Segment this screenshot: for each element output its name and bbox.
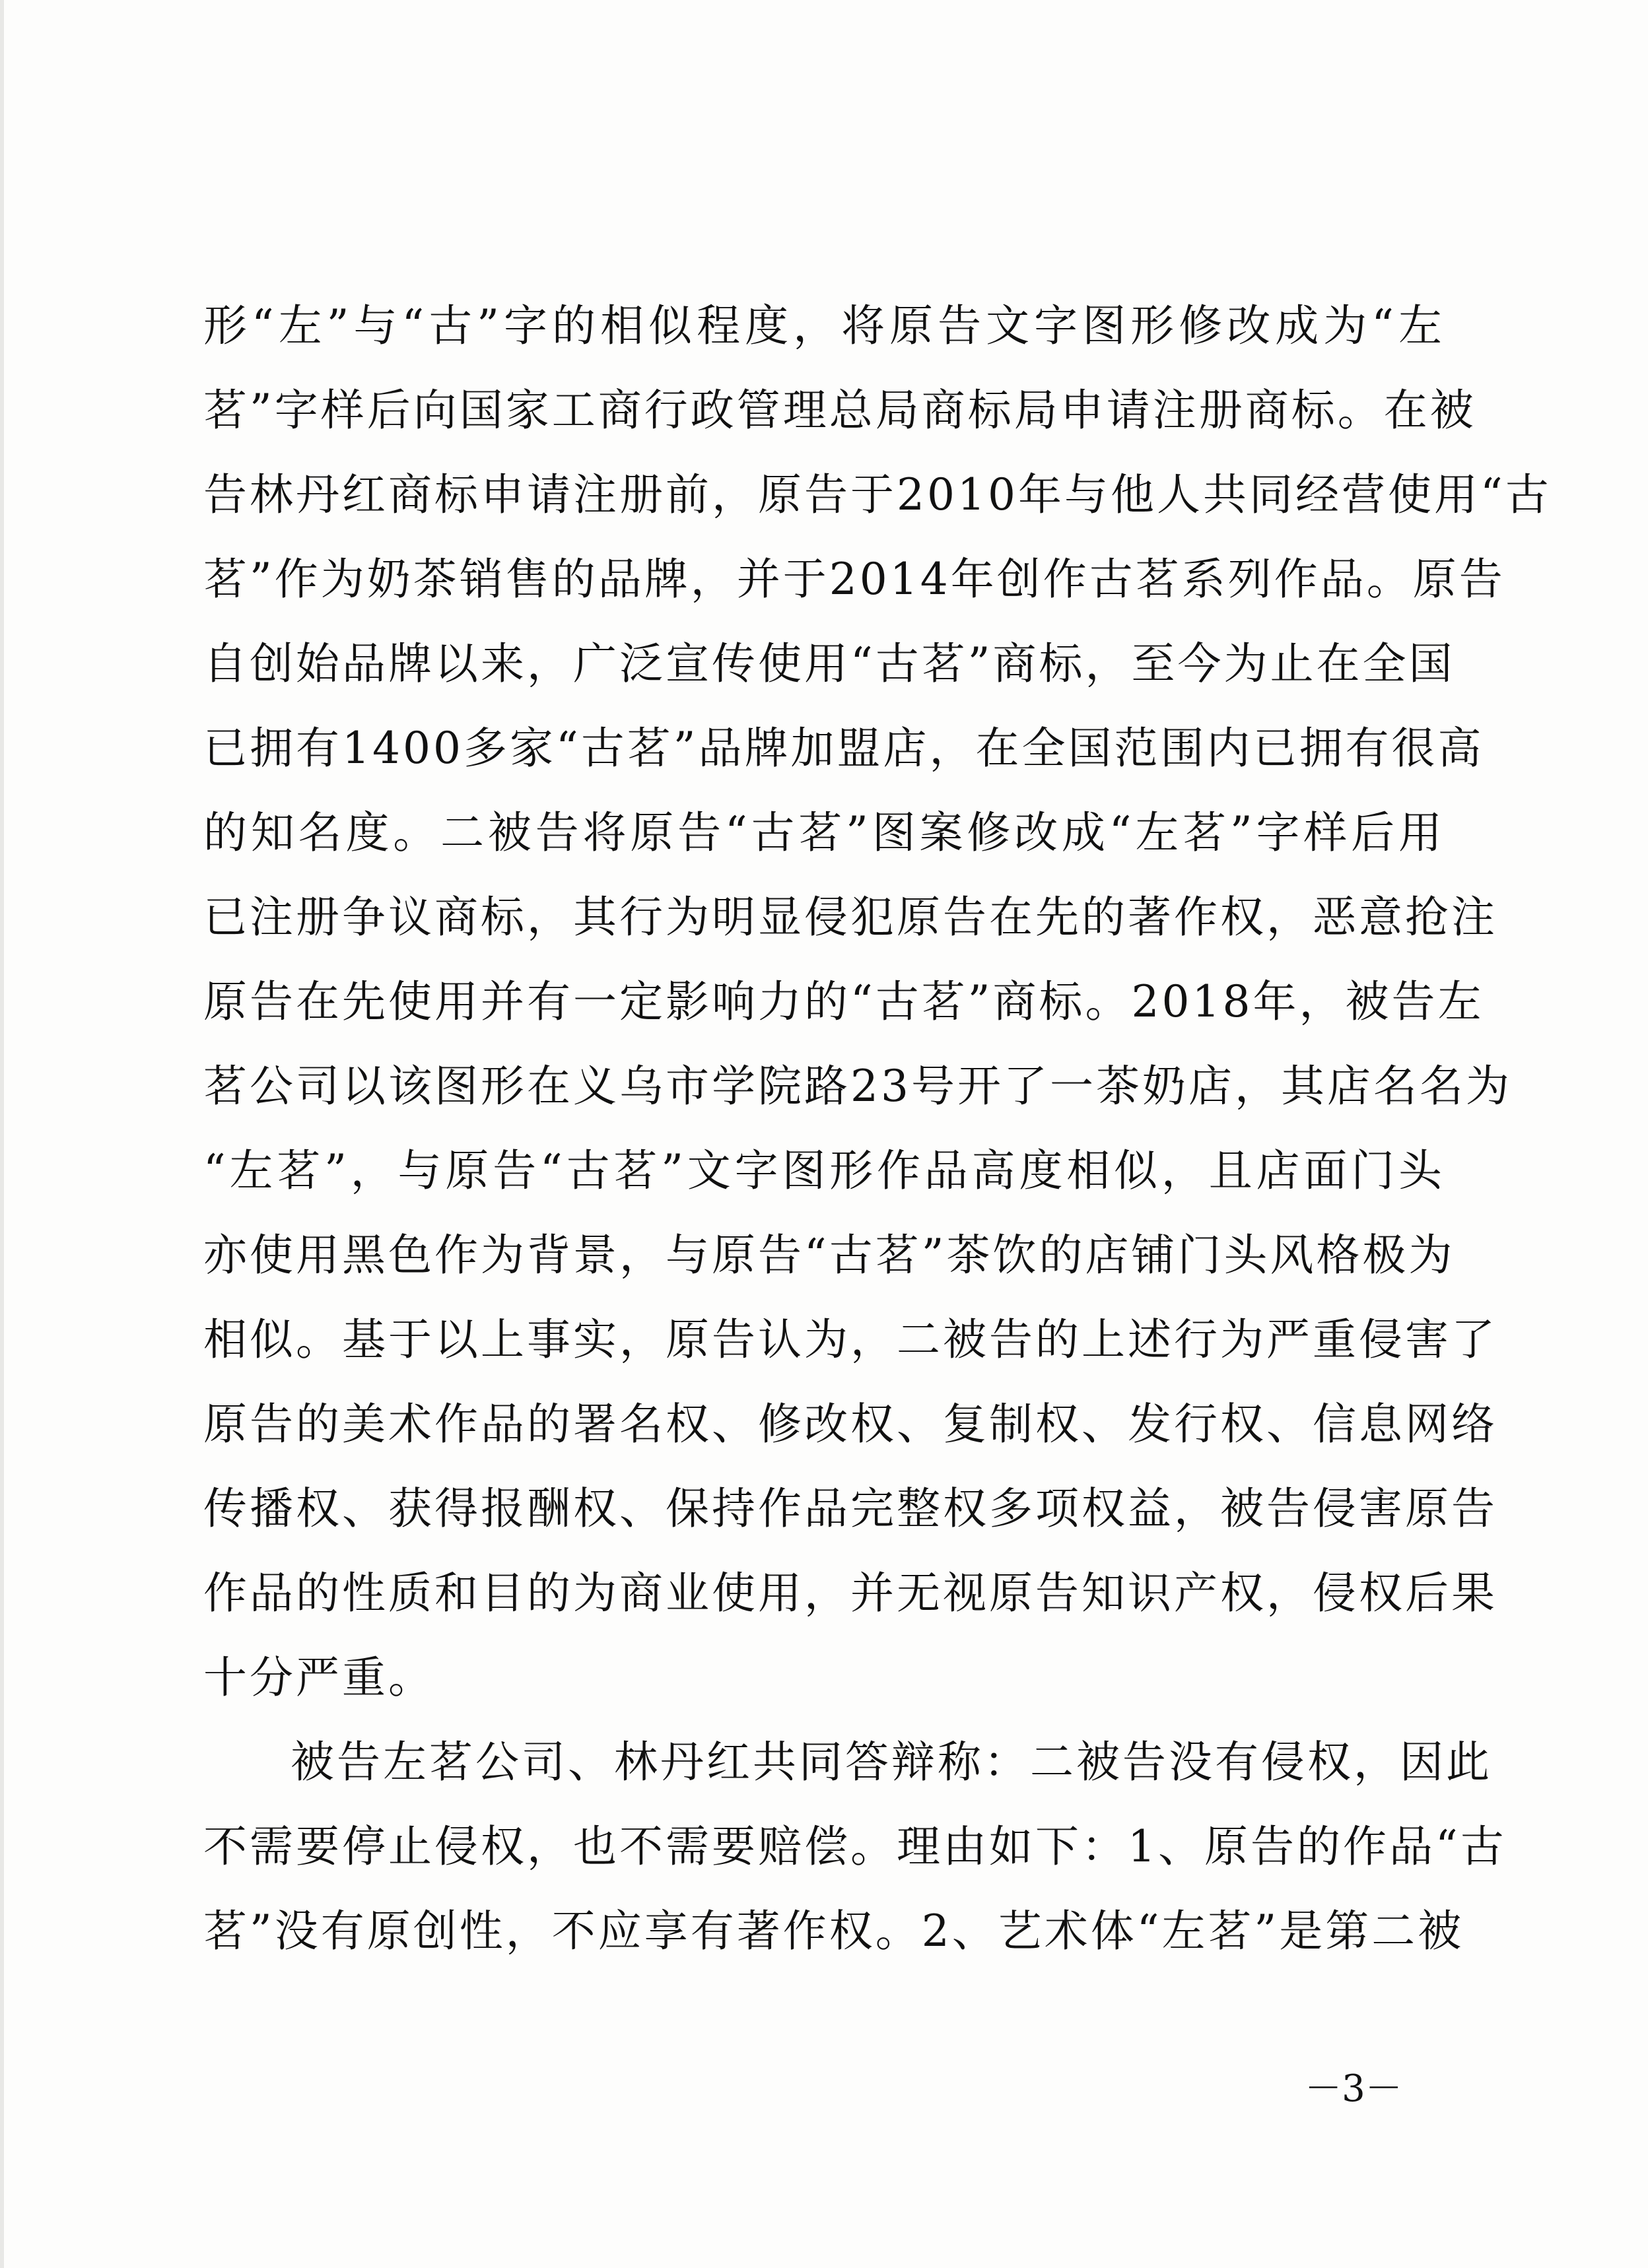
text-line: 亦使用黑色作为背景，与原告“古茗”茶饮的店铺门头风格极为 [203, 1230, 1455, 1281]
text-line: 已注册争议商标，其行为明显侵犯原告在先的著作权，恶意抢注 [203, 892, 1497, 943]
text-line: 茗”作为奶茶销售的品牌，并于2014年创作古茗系列作品。原告 [203, 554, 1505, 605]
body-text [203, 284, 1552, 1974]
text-line: 茗公司以该图形在义乌市学院路23号开了一茶奶店，其店名名为 [203, 1061, 1512, 1112]
text-line: 已拥有1400多家“古茗”品牌加盟店，在全国范围内已拥有很高 [203, 723, 1484, 774]
scan-edge [0, 0, 4, 2268]
text-line: 茗”没有原创性，不应享有著作权。2、艺术体“左茗”是第二被 [203, 1906, 1464, 1956]
text-line: 形“左”与“古”字的相似程度，将原告文字图形修改成为“左 [203, 300, 1445, 351]
text-line: 作品的性质和目的为商业使用，并无视原告知识产权，侵权后果 [203, 1568, 1497, 1618]
text-line: 自创始品牌以来，广泛宣传使用“古茗”商标，至今为止在全国 [203, 638, 1455, 689]
text-line: 传播权、获得报酬权、保持作品完整权多项权益，被告侵害原告 [203, 1483, 1497, 1534]
text-line: 被告左茗公司、林丹红共同答辩称：二被告没有侵权，因此 [291, 1737, 1492, 1787]
text-line: 茗”字样后向国家工商行政管理总局商标局申请注册商标。在被 [203, 385, 1476, 436]
text-line: 不需要停止侵权，也不需要赔偿。理由如下：1、原告的作品“古 [203, 1821, 1507, 1872]
text-line: 十分严重。 [203, 1652, 434, 1703]
text-line: “左茗”，与原告“古茗”文字图形作品高度相似，且店面门头 [203, 1145, 1445, 1196]
text-line: 原告在先使用并有一定影响力的“古茗”商标。2018年，被告左 [203, 976, 1484, 1027]
page-number: －3－ [1305, 2067, 1402, 2110]
text-line: 的知名度。二被告将原告“古茗”图案修改成“左茗”字样后用 [203, 807, 1445, 858]
text-line: 原告的美术作品的署名权、修改权、复制权、发行权、信息网络 [203, 1399, 1497, 1450]
text-line: 相似。基于以上事实，原告认为，二被告的上述行为严重侵害了 [203, 1314, 1497, 1365]
text-line: 告林丹红商标申请注册前，原告于2010年与他人共同经营使用“古 [203, 469, 1552, 520]
